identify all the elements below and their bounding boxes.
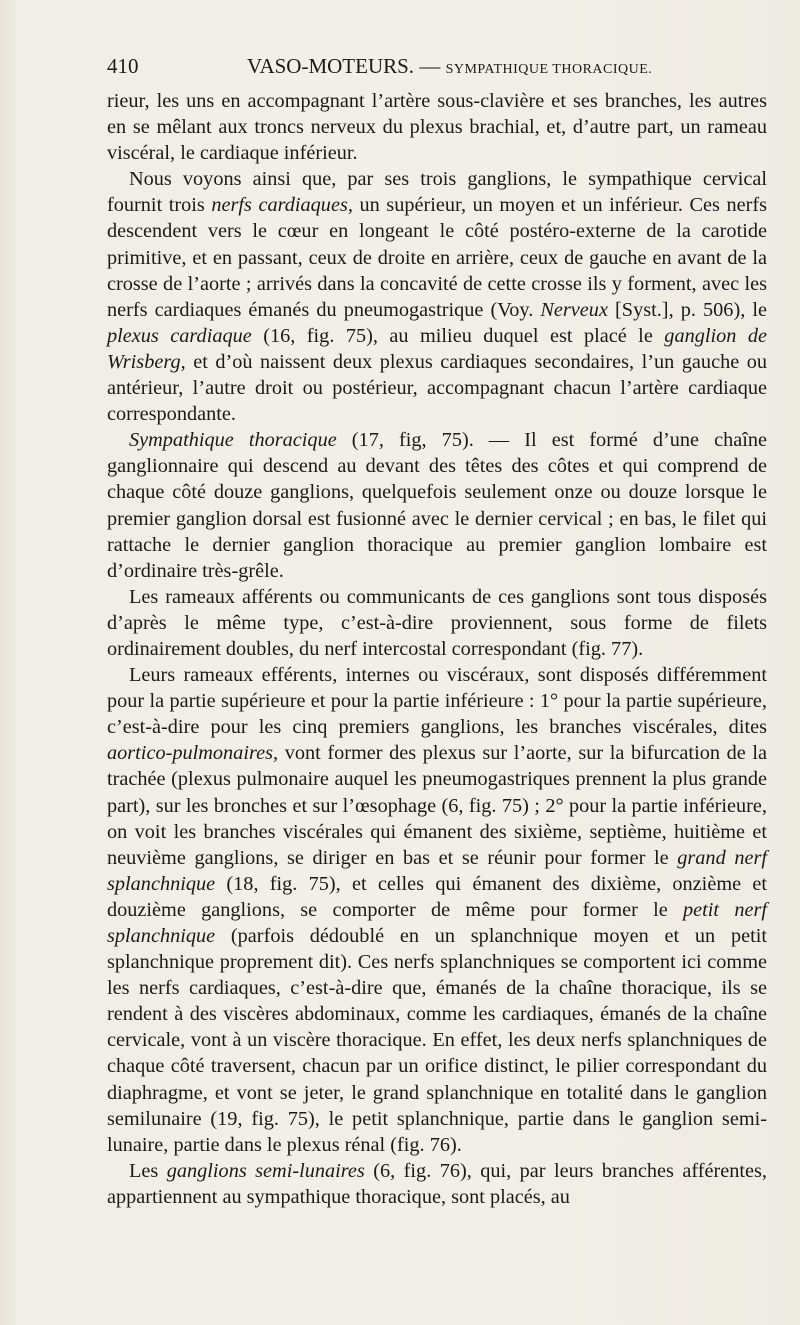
text-run: (parfois dédoublé en un splanchnique moyen et un petit splanchnique proprement dit). Ces nerfs splanchniques se comportent ici comme les nerfs cardiaques, c’est-à-dire que, émanés de la chaîne thoracique, ils se rendent à des viscères abdominaux, comme les cardiaques, émanés de la chaîne cervicale, vont à un viscère thoracique. En effet, les deux nerfs splanchniques de chaque côté traversent, chacun par un orifice distinct, le pilier correspondant du diaphragme, et vont se jeter, le grand splanchnique en totalité dans le ganglion semilunaire (19, fig. 75), le petit splanchnique, partie dans le ganglion semi-lunaire, partie dans le plexus rénal (fig. 76).: [107, 925, 767, 1156]
italic-term: ganglions semi-lunaires: [166, 1159, 365, 1182]
text-run: (18, fig. 75), et celles qui émanent des dixième, onzième et douzième ganglions, se comporter de même pour former le: [107, 872, 767, 921]
running-header: [107, 54, 767, 84]
section-heading-italic: Sympathique thoracique: [129, 429, 337, 452]
running-title-dash: —: [414, 54, 446, 78]
italic-term: plexus cardiaque: [107, 324, 252, 347]
text-run: (17, fig, 75). — Il est formé d’une chaîne ganglionnaire qui descend au devant des têtes des côtes et qui comprend de chaque côté douze ganglions, quelquefois seulement onze ou douze lorsque le premier ganglion dorsal est fusionné avec le dernier cervical ; en bas, le filet qui rattache le dernier ganglion thoracique au premier ganglion lombaire est d’ordinaire très-grêle.: [107, 429, 767, 582]
text-run: un supérieur, un moyen et un inférieur. Ces nerfs descendent vers le cœur en longeant le côté postéro-externe de la carotide primitive, et en passant, ceux de droite en arrière, ceux de gauche en avant de la crosse de l’aorte ; arrivés dans la concavité de cette crosse ils y forment, avec les nerfs cardiaques émanés du pneumogastrique (Voy.: [107, 194, 767, 321]
text-run: (6, fig. 76), qui, par leurs branches afférentes, appartiennent au sympathique thoracique, sont placés, au: [107, 1159, 767, 1208]
text-run: Nous voyons ainsi que, par ses trois ganglions, le sympathique cervical fournit trois: [107, 168, 767, 217]
body-text: [107, 88, 767, 1210]
running-title-main: VASO-MOTEURS.: [247, 54, 415, 78]
italic-term: petit nerf splanchnique: [107, 898, 767, 947]
text-run: Leurs rameaux efférents, internes ou viscéraux, sont disposés différemment pour la partie supérieure et pour la partie inférieure : 1° pour la partie supérieure, c’est-à-dire pour les cinq premiers ganglions, les branches viscérales, dites: [107, 664, 767, 739]
text-run: et d’où naissent deux plexus cardiaques secondaires, l’un gauche ou antérieur, l’autre droit ou postérieur, accompagnant chacun l’artère cardiaque correspondante.: [107, 350, 767, 426]
italic-term: nerfs cardiaques,: [211, 194, 353, 217]
italic-term: Nerveux: [540, 298, 608, 321]
text-run: [Syst.], p. 506), le: [607, 298, 767, 321]
paragraph-3: [107, 427, 767, 584]
text-run: vont former des plexus sur l’aorte, sur la bifurcation de la trachée (plexus pulmonaire auquel les pneumogastriques prennent la plus grande part), sur les bronches et sur l’œsophage (6, fig. 75) ; 2° pour la partie inférieure, on voit les branches viscérales qui émanent des sixième, septième, huitième et neuvième ganglions, se diriger en bas et se réunir pour former le: [107, 742, 767, 869]
italic-term: ganglion de Wrisberg,: [107, 324, 768, 373]
page-number: 410: [107, 54, 139, 78]
italic-term: grand nerf splanchnique: [107, 846, 767, 895]
running-title-sub: SYMPATHIQUE THORACIQUE.: [445, 62, 653, 77]
italic-term: aortico-pulmonaires,: [107, 742, 279, 765]
text-run: Les rameaux afférents ou communicants de ces ganglions sont tous disposés d’après le même type, c’est-à-dire proviennent, sous forme de filets ordinairement doubles, du nerf intercostal correspondant (fig. 77).: [107, 585, 767, 660]
running-title: [247, 54, 652, 79]
paragraph-4: [107, 584, 767, 662]
paragraph-5: [107, 662, 767, 1158]
paragraph-6: [107, 1158, 767, 1210]
paragraph-1-text: rieur, les uns en accompagnant l’artère sous-clavière et ses branches, les autres en se mêlant aux troncs nerveux du plexus brachial, et, d’autre part, un rameau viscéral, le cardiaque inférieur.: [107, 90, 767, 165]
paragraph-2: [107, 166, 767, 427]
text-run: Les: [129, 1159, 167, 1182]
paragraph-1: [107, 88, 767, 166]
text-run: (16, fig. 75), au milieu duquel est placé le: [251, 324, 665, 347]
